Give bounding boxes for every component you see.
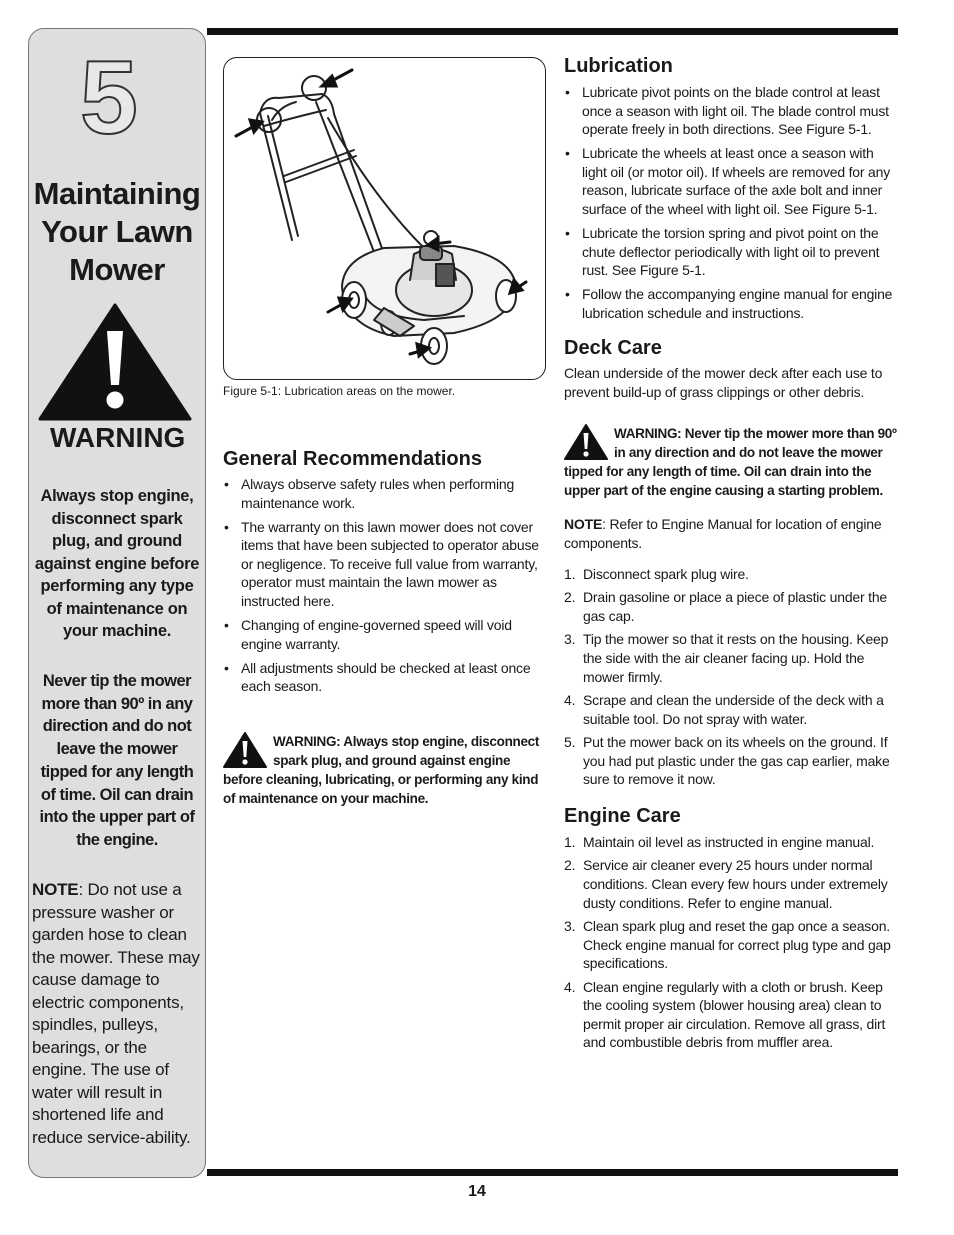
engine-care-steps <box>564 833 900 1057</box>
sidebar-note <box>32 879 204 1149</box>
deck-warning-box <box>564 424 902 500</box>
step-text: Drain gasoline or place a piece of plastic under the gas cap. <box>583 589 888 624</box>
step-number: 1. <box>564 834 576 850</box>
lubrication-list <box>564 83 900 328</box>
warning-label: WARNING <box>50 422 186 453</box>
lubrication-heading: Lubrication <box>564 55 673 77</box>
list-item: • Changing of engine-governed speed will void engine warranty. <box>223 616 548 653</box>
list-item: • Lubricate the wheels at least once a season with light oil (or motor oil). If wheels are removed for any reason, lubricate surface of the axle bolt and inner surface of the wheel with light oil. See Figure 5-1. <box>564 144 900 218</box>
deck-care-heading: Deck Care <box>564 337 662 359</box>
list-item <box>564 917 900 973</box>
step-number: 1. <box>564 566 576 582</box>
note-label: NOTE <box>32 880 79 899</box>
warning-icon <box>223 732 267 768</box>
step-number: 4. <box>564 691 576 708</box>
sidebar-warning-text: Always stop engine, disconnect spark plug, and ground against engine before performing any type of maintenance on your machine. <box>34 487 200 640</box>
step-text: Maintain oil level as instructed in engine manual. <box>583 834 875 850</box>
mower-figure <box>223 57 546 380</box>
deck-warning-text: WARNING: Never tip the mower more than 90º in any direction and do not leave the mower tipped for any length of time. Oil can drain into the upper part of the engine causing a starting problem. <box>564 426 897 498</box>
note-text: : Do not use a pressure washer or garden hose to clean the mower. These may cause damage to electric components, spindles, pulleys, bearings, or the engine. The use of water will result in shortened life and reduce service-ability. <box>32 880 200 1147</box>
deck-care-steps <box>564 565 900 794</box>
step-text: Tip the mower so that it rests on the housing. Keep the side with the air cleaner facing up. Hold the mower firmly. <box>583 631 889 685</box>
sidebar-tip-warning-text: Never tip the mower more than 90º in any direction and do not leave the mower tipped for any length of time. Oil can drain into the upper part of the engine. <box>39 672 195 849</box>
step-text: Clean spark plug and reset the gap once a season. Check engine manual for correct plug type and gap specifications. <box>583 917 891 972</box>
engine-care-heading: Engine Care <box>564 805 681 827</box>
step-text: Disconnect spark plug wire. <box>583 566 749 582</box>
chapter-title: Maintaining Your Lawn Mower <box>33 176 201 287</box>
list-item <box>564 588 900 625</box>
step-number: 3. <box>564 917 576 934</box>
deck-care-intro: Clean underside of the mower deck after each use to prevent build-up of grass clippings or other debris. <box>564 365 883 400</box>
step-number: 3. <box>564 631 576 648</box>
figure-caption: Figure 5-1: Lubrication areas on the mower. <box>223 384 456 398</box>
general-recommendations-list <box>223 475 548 702</box>
step-number: 5. <box>564 733 576 750</box>
chapter-number: 5 <box>80 40 138 156</box>
list-item <box>564 733 900 789</box>
lawn-mower-illustration <box>224 58 544 378</box>
top-rule <box>207 28 898 35</box>
list-item: • All adjustments should be checked at least once each season. <box>223 659 548 696</box>
list-item <box>564 565 900 584</box>
general-warning-text: WARNING: Always stop engine, disconnect spark plug, and ground against engine before cleaning, lubricating, or performing any kind of maintenance on your machine. <box>223 734 540 806</box>
list-item: • Always observe safety rules when performing maintenance work. <box>223 475 548 512</box>
list-item <box>564 691 900 728</box>
general-warning-box <box>223 732 548 808</box>
step-number: 2. <box>564 857 576 874</box>
list-item: • Lubricate the torsion spring and pivot point on the chute deflector periodically with light oil to prevent rust. See Figure 5-1. <box>564 224 900 280</box>
list-item: • Follow the accompanying engine manual for engine lubrication schedule and instructions. <box>564 285 900 322</box>
deck-note <box>564 515 900 552</box>
list-item <box>564 856 900 912</box>
note-text: : Refer to Engine Manual for location of engine components. <box>564 516 882 551</box>
page-number: 14 <box>468 1183 486 1200</box>
list-item <box>564 978 900 1052</box>
step-number: 2. <box>564 589 576 606</box>
note-label: NOTE <box>564 516 603 532</box>
general-recommendations-heading: General Recommendations <box>223 448 482 470</box>
bottom-rule <box>207 1169 898 1176</box>
list-item <box>564 630 900 686</box>
warning-icon <box>564 424 608 460</box>
step-text: Clean engine regularly with a cloth or brush. Keep the cooling system (blower housing area) clean to permit proper air circulation. Remove all grass, dirt and combustible debris from muffler area. <box>583 978 886 1051</box>
list-item: • Lubricate pivot points on the blade control at least once a season with light oil. The blade control must operate freely in both directions. See Figure 5-1. <box>564 83 900 139</box>
list-item: • The warranty on this lawn mower does not cover items that have been subjected to operator abuse or negligence. To receive full value from warranty, operator must maintain the lawn mower as instructed here. <box>223 518 548 611</box>
step-text: Put the mower back on its wheels on the ground. If you had put plastic under the gas cap earlier, make sure to remove it now. <box>583 733 890 788</box>
step-number: 4. <box>564 978 576 995</box>
step-text: Scrape and clean the underside of the deck with a suitable tool. Do not spray with water. <box>583 691 884 727</box>
list-item <box>564 833 900 852</box>
warning-triangle-icon <box>38 303 192 421</box>
step-text: Service air cleaner every 25 hours under normal conditions. Clean every few hours under extremely dusty conditions. Refer to engine manual. <box>583 857 888 911</box>
